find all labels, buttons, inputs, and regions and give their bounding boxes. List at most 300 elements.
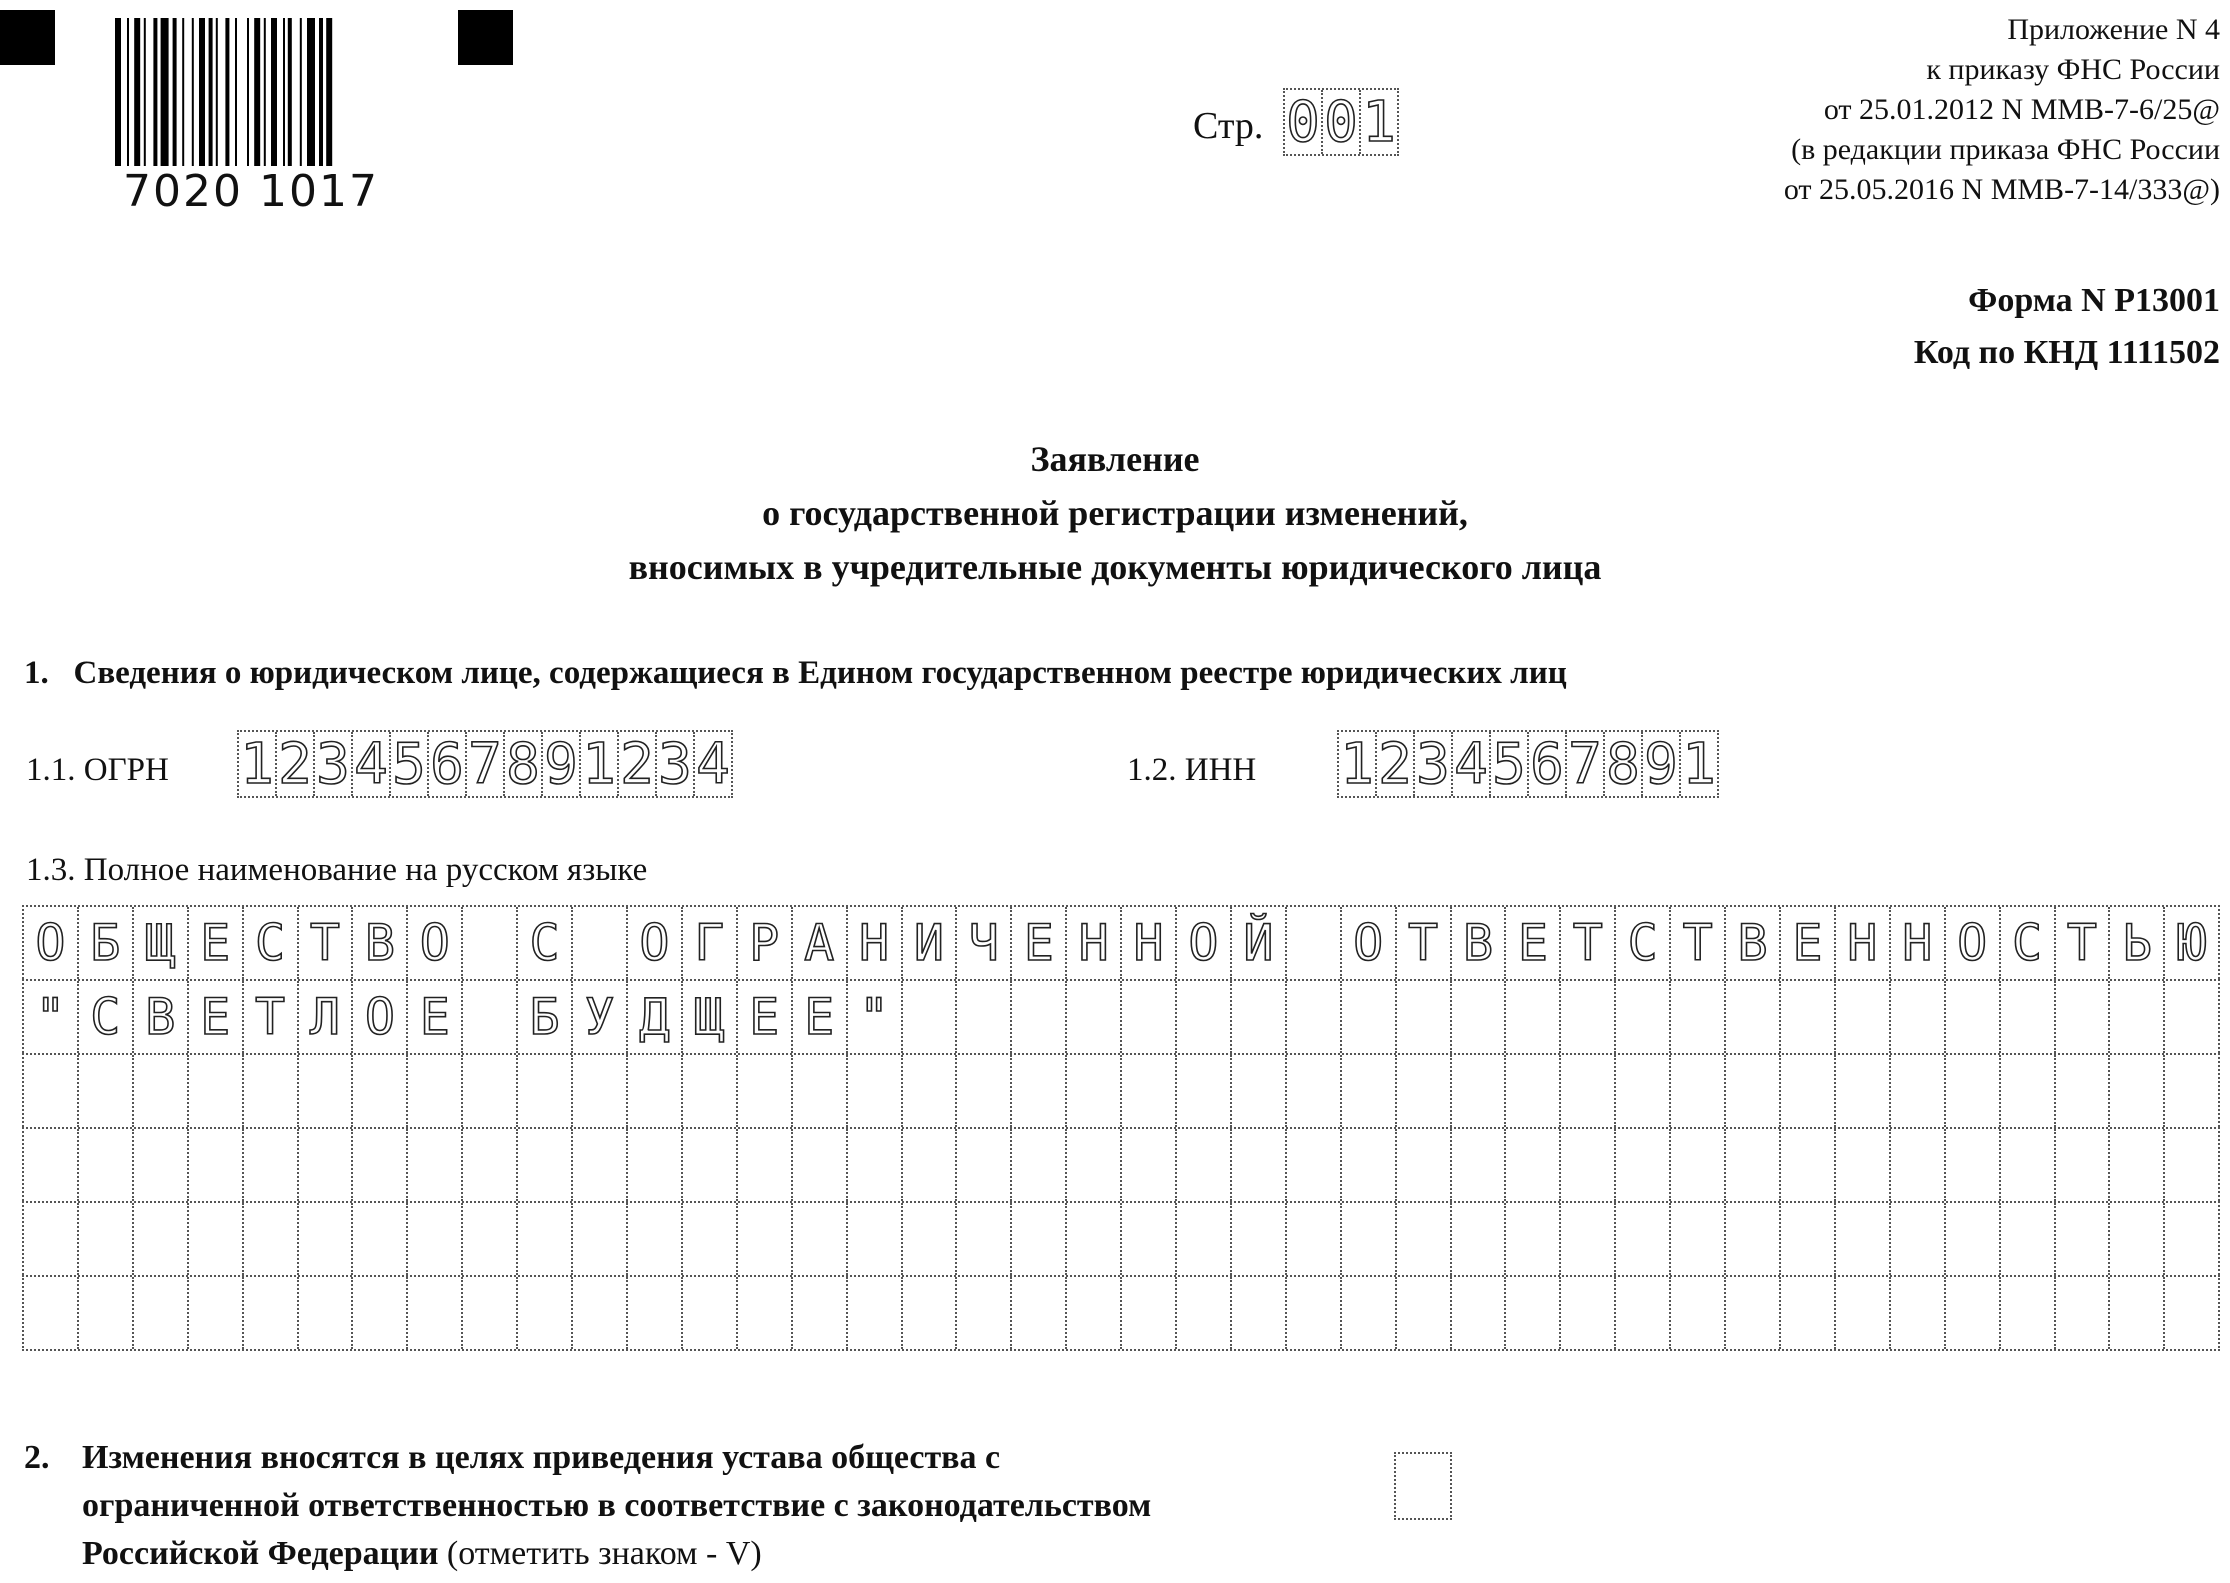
section-2-line-3-note: (отметить знаком - V): [438, 1535, 762, 1572]
name-char-cell[interactable]: [1452, 981, 1507, 1053]
title-line-1: Заявление: [1030, 439, 1200, 479]
name-char-cell[interactable]: [628, 1129, 683, 1201]
name-char-cell[interactable]: [1012, 981, 1067, 1053]
digit-cell[interactable]: 3: [315, 732, 353, 796]
name-char-cell[interactable]: [1726, 1129, 1781, 1201]
digit-cell[interactable]: 2: [1377, 732, 1415, 796]
name-char-cell[interactable]: [1012, 1129, 1067, 1201]
name-char-cell[interactable]: О: [408, 907, 463, 979]
name-char-cell[interactable]: [1452, 1203, 1507, 1275]
name-char-cell[interactable]: [1012, 1277, 1067, 1349]
name-char-cell[interactable]: [353, 1277, 408, 1349]
name-char-cell[interactable]: [793, 1277, 848, 1349]
name-char-cell[interactable]: [1177, 981, 1232, 1053]
name-char-cell[interactable]: [1177, 1203, 1232, 1275]
name-char-cell[interactable]: [408, 1055, 463, 1127]
name-char-cell[interactable]: [1836, 1055, 1891, 1127]
digit-cell[interactable]: 1: [1682, 731, 1716, 797]
digit-cell[interactable]: 0: [1285, 90, 1323, 154]
name-char-cell[interactable]: [1122, 1055, 1177, 1127]
name-char-cell[interactable]: [299, 1277, 354, 1349]
name-char-cell[interactable]: [2056, 981, 2111, 1053]
name-char-cell[interactable]: [1671, 981, 1726, 1053]
name-char-cell[interactable]: [1506, 1055, 1561, 1127]
name-char-cell[interactable]: [1177, 1277, 1232, 1349]
name-char-cell[interactable]: [463, 1203, 518, 1275]
name-char-cell[interactable]: [2001, 1203, 2056, 1275]
name-char-cell[interactable]: Е: [189, 907, 244, 979]
appendix-line: от 25.01.2012 N ММВ-7-6/25@: [1823, 93, 2220, 126]
name-char-cell[interactable]: [1891, 1277, 1946, 1349]
appendix-line: от 25.05.2016 N ММВ-7-14/333@): [1783, 173, 2220, 206]
name-char-cell[interactable]: Е: [408, 981, 463, 1053]
digit-cell[interactable]: 2: [277, 732, 315, 796]
name-char-cell[interactable]: Н: [1836, 907, 1891, 979]
name-char-cell[interactable]: [1946, 1129, 2001, 1201]
name-char-cell[interactable]: Д: [628, 981, 683, 1053]
name-char-cell[interactable]: [24, 1055, 79, 1127]
name-char-cell[interactable]: [1781, 1055, 1836, 1127]
page-label: Стр.: [1193, 105, 1264, 147]
name-char-cell[interactable]: [1891, 981, 1946, 1053]
name-char-cell[interactable]: [903, 1129, 958, 1201]
name-char-cell[interactable]: [2001, 1129, 2056, 1201]
name-char-cell[interactable]: [1067, 1055, 1122, 1127]
full-name-grid[interactable]: [22, 905, 2220, 1351]
section-2-line-3-bold: Российской Федерации: [82, 1535, 439, 1572]
title-line-2: о государственной регистрации изменений,: [762, 493, 1468, 533]
digit-cell[interactable]: 5: [391, 732, 429, 796]
name-char-cell[interactable]: У: [573, 981, 628, 1053]
digit-cell[interactable]: 7: [467, 732, 505, 796]
name-char-cell[interactable]: [1616, 1055, 1671, 1127]
name-char-cell[interactable]: [848, 1129, 903, 1201]
name-char-cell[interactable]: [1616, 1277, 1671, 1349]
name-char-cell[interactable]: [903, 1203, 958, 1275]
name-char-cell[interactable]: [738, 1129, 793, 1201]
name-char-cell[interactable]: [79, 1203, 134, 1275]
name-char-cell[interactable]: [1397, 1055, 1452, 1127]
name-char-cell[interactable]: О: [628, 907, 683, 979]
name-char-cell[interactable]: [848, 1277, 903, 1349]
name-char-cell[interactable]: [1342, 1277, 1397, 1349]
name-char-cell[interactable]: [1067, 981, 1122, 1053]
name-char-cell[interactable]: [2110, 1129, 2165, 1201]
name-char-cell[interactable]: [244, 1055, 299, 1127]
name-char-cell[interactable]: [518, 1129, 573, 1201]
name-char-cell[interactable]: [1177, 1055, 1232, 1127]
name-char-cell[interactable]: Ю: [2176, 914, 2207, 972]
name-char-cell[interactable]: [79, 1055, 134, 1127]
name-char-cell[interactable]: [1671, 1055, 1726, 1127]
name-char-cell[interactable]: Й: [1232, 907, 1287, 979]
name-char-cell[interactable]: О: [1177, 907, 1232, 979]
name-char-cell[interactable]: В: [134, 981, 189, 1053]
name-char-cell[interactable]: [353, 1055, 408, 1127]
name-char-cell[interactable]: [1122, 1129, 1177, 1201]
name-char-cell[interactable]: [793, 1055, 848, 1127]
name-char-cell[interactable]: [738, 1203, 793, 1275]
name-char-cell[interactable]: [2110, 981, 2165, 1053]
name-char-cell[interactable]: [2056, 1055, 2111, 1127]
name-char-cell[interactable]: [24, 1277, 79, 1349]
name-char-cell[interactable]: [1836, 1277, 1891, 1349]
name-char-cell[interactable]: [1287, 1129, 1342, 1201]
name-char-cell[interactable]: [244, 1277, 299, 1349]
section-2-line-1: Изменения вносятся в целях приведения устава общества с: [82, 1439, 1001, 1476]
name-char-cell[interactable]: [408, 1277, 463, 1349]
name-char-cell[interactable]: [299, 1203, 354, 1275]
section-1-heading: 1. Сведения о юридическом лице, содержащиеся в Едином государственном реестре юридических лиц: [24, 655, 1567, 691]
name-char-cell[interactable]: [903, 1055, 958, 1127]
name-grid-row[interactable]: [22, 1127, 2220, 1201]
name-char-cell[interactable]: [903, 1277, 958, 1349]
name-char-cell[interactable]: О: [353, 981, 408, 1053]
barcode: [115, 18, 405, 217]
digit-cell[interactable]: 6: [1529, 732, 1567, 796]
name-char-cell[interactable]: [463, 1277, 518, 1349]
name-char-cell[interactable]: О: [1342, 907, 1397, 979]
digit-cell[interactable]: 8: [1605, 732, 1643, 796]
digit-cell[interactable]: 2: [619, 732, 657, 796]
name-char-cell[interactable]: [518, 1055, 573, 1127]
name-grid-row[interactable]: [22, 905, 2220, 979]
name-char-cell[interactable]: [628, 1055, 683, 1127]
name-char-cell[interactable]: Щ: [683, 981, 738, 1053]
name-char-cell[interactable]: [1067, 1203, 1122, 1275]
name-char-cell[interactable]: [1122, 981, 1177, 1053]
name-char-cell[interactable]: [957, 1203, 1012, 1275]
name-char-cell[interactable]: [1232, 981, 1287, 1053]
ogrn-label: 1.1. ОГРН: [26, 752, 169, 788]
name-char-cell[interactable]: [848, 1055, 903, 1127]
digit-cell[interactable]: 3: [1415, 732, 1453, 796]
document-title: [0, 432, 2230, 594]
digit-cell[interactable]: 4: [353, 732, 391, 796]
name-char-cell[interactable]: [683, 1277, 738, 1349]
appendix-line: к приказу ФНС России: [1926, 53, 2220, 86]
name-char-cell[interactable]: [573, 1129, 628, 1201]
section-2-checkbox[interactable]: [1394, 1452, 1452, 1520]
name-char-cell[interactable]: [1781, 981, 1836, 1053]
digit-cell[interactable]: 1: [581, 732, 619, 796]
name-char-cell[interactable]: [1287, 1055, 1342, 1127]
name-char-cell[interactable]: [573, 907, 628, 979]
name-char-cell[interactable]: Н: [1067, 907, 1122, 979]
name-char-cell[interactable]: [628, 1277, 683, 1349]
name-char-cell[interactable]: [1232, 1203, 1287, 1275]
name-char-cell[interactable]: [1561, 981, 1616, 1053]
name-char-cell[interactable]: [1452, 1129, 1507, 1201]
section-2-number: 2.: [24, 1439, 50, 1476]
name-char-cell[interactable]: [1342, 1055, 1397, 1127]
name-char-cell[interactable]: Б: [79, 907, 134, 979]
name-char-cell[interactable]: Г: [683, 907, 738, 979]
name-char-cell[interactable]: [1067, 1277, 1122, 1349]
name-char-cell[interactable]: [1836, 981, 1891, 1053]
name-char-cell[interactable]: [1452, 1277, 1507, 1349]
name-char-cell[interactable]: [1561, 1055, 1616, 1127]
name-char-cell[interactable]: [244, 1129, 299, 1201]
name-char-cell[interactable]: Е: [738, 981, 793, 1053]
name-char-cell[interactable]: [1671, 1129, 1726, 1201]
appendix-line: Приложение N 4: [2007, 13, 2220, 46]
name-char-cell[interactable]: Т: [1397, 907, 1452, 979]
name-char-cell[interactable]: [134, 1129, 189, 1201]
name-char-cell[interactable]: [1616, 1203, 1671, 1275]
inn-label: 1.2. ИНН: [1127, 752, 1257, 788]
name-char-cell[interactable]: [1287, 907, 1342, 979]
name-char-cell[interactable]: [2110, 1277, 2165, 1349]
name-char-cell[interactable]: Н: [1122, 907, 1177, 979]
name-char-cell[interactable]: [79, 1277, 134, 1349]
digit-cell[interactable]: 4: [1453, 732, 1491, 796]
name-char-cell[interactable]: Т: [244, 981, 299, 1053]
name-char-cell[interactable]: [573, 1277, 628, 1349]
digit-cell[interactable]: 9: [1643, 732, 1681, 796]
name-char-cell[interactable]: [134, 1203, 189, 1275]
barcode-digits: 7020 1017: [123, 166, 379, 217]
name-grid-row[interactable]: [22, 1275, 2220, 1351]
registration-marker-right: [458, 10, 513, 65]
name-char-cell[interactable]: [738, 1277, 793, 1349]
name-char-cell[interactable]: [79, 1129, 134, 1201]
name-char-cell[interactable]: [244, 1203, 299, 1275]
name-char-cell[interactable]: Е: [189, 981, 244, 1053]
name-char-cell[interactable]: С: [244, 907, 299, 979]
name-char-cell[interactable]: [2165, 1203, 2218, 1275]
name-char-cell[interactable]: [299, 1129, 354, 1201]
name-char-cell[interactable]: О: [24, 907, 79, 979]
name-char-cell[interactable]: [1946, 981, 2001, 1053]
barcode-bars-icon: [115, 18, 405, 166]
name-char-cell[interactable]: [1946, 1277, 2001, 1349]
name-char-cell[interactable]: [1616, 1129, 1671, 1201]
name-char-cell[interactable]: [299, 1055, 354, 1127]
digit-cell[interactable]: 1: [1362, 89, 1396, 155]
name-char-cell[interactable]: [1561, 1203, 1616, 1275]
name-char-cell[interactable]: Е: [1012, 907, 1067, 979]
name-char-cell[interactable]: [1781, 1129, 1836, 1201]
name-char-cell[interactable]: [24, 1129, 79, 1201]
name-char-cell[interactable]: [1287, 1277, 1342, 1349]
name-char-cell[interactable]: [1506, 1277, 1561, 1349]
name-char-cell[interactable]: [24, 1203, 79, 1275]
name-char-cell[interactable]: [2165, 1277, 2218, 1349]
digit-cell[interactable]: 1: [239, 732, 277, 796]
name-char-cell[interactable]: [793, 1129, 848, 1201]
name-char-cell[interactable]: [848, 1203, 903, 1275]
name-char-cell[interactable]: [957, 1129, 1012, 1201]
name-char-cell[interactable]: [1671, 1277, 1726, 1349]
name-char-cell[interactable]: [134, 1277, 189, 1349]
name-char-cell[interactable]: Б: [518, 981, 573, 1053]
name-char-cell[interactable]: ": [24, 981, 79, 1053]
name-grid-row[interactable]: [22, 979, 2220, 1053]
name-char-cell[interactable]: [1342, 981, 1397, 1053]
name-char-cell[interactable]: [1946, 1203, 2001, 1275]
name-char-cell[interactable]: [1012, 1203, 1067, 1275]
name-char-cell[interactable]: [1561, 1277, 1616, 1349]
name-char-cell[interactable]: [518, 1203, 573, 1275]
name-char-cell[interactable]: [1122, 1277, 1177, 1349]
name-grid-row[interactable]: [22, 1201, 2220, 1275]
name-char-cell[interactable]: [1287, 981, 1342, 1053]
name-char-cell[interactable]: [573, 1055, 628, 1127]
name-char-cell[interactable]: [1287, 1203, 1342, 1275]
digit-cell[interactable]: 8: [505, 732, 543, 796]
name-char-cell[interactable]: [1506, 981, 1561, 1053]
name-char-cell[interactable]: Т: [1671, 907, 1726, 979]
name-char-cell[interactable]: [1397, 1203, 1452, 1275]
name-char-cell[interactable]: С: [518, 907, 573, 979]
name-char-cell[interactable]: [1232, 1055, 1287, 1127]
name-char-cell[interactable]: [2001, 1055, 2056, 1127]
form-number: Форма N Р13001: [1968, 282, 2220, 319]
name-char-cell[interactable]: [957, 1055, 1012, 1127]
digit-cell[interactable]: 1: [1339, 732, 1377, 796]
name-char-cell[interactable]: [957, 981, 1012, 1053]
name-char-cell[interactable]: Щ: [134, 907, 189, 979]
name-char-cell[interactable]: [2165, 1055, 2218, 1127]
name-char-cell[interactable]: [1561, 1129, 1616, 1201]
name-char-cell[interactable]: [1836, 1203, 1891, 1275]
name-char-cell[interactable]: [189, 1277, 244, 1349]
name-char-cell[interactable]: С: [1616, 907, 1671, 979]
digit-cell[interactable]: 9: [543, 732, 581, 796]
name-char-cell[interactable]: [2110, 1055, 2165, 1127]
name-char-cell[interactable]: [408, 1129, 463, 1201]
name-char-cell[interactable]: [683, 1055, 738, 1127]
name-char-cell[interactable]: [1726, 1277, 1781, 1349]
digit-cell[interactable]: 6: [429, 732, 467, 796]
name-char-cell[interactable]: Т: [1561, 907, 1616, 979]
name-char-cell[interactable]: [903, 981, 958, 1053]
name-char-cell[interactable]: [1671, 1203, 1726, 1275]
name-char-cell[interactable]: Р: [738, 907, 793, 979]
name-char-cell[interactable]: [463, 907, 518, 979]
name-char-cell[interactable]: [1397, 1277, 1452, 1349]
name-char-cell[interactable]: Ь: [2110, 907, 2165, 979]
name-char-cell[interactable]: [1397, 1129, 1452, 1201]
name-char-cell[interactable]: [628, 1203, 683, 1275]
name-char-cell[interactable]: [1397, 981, 1452, 1053]
name-char-cell[interactable]: [134, 1055, 189, 1127]
name-char-cell[interactable]: Л: [299, 981, 354, 1053]
name-char-cell[interactable]: [2110, 1203, 2165, 1275]
name-char-cell[interactable]: [2001, 981, 2056, 1053]
name-char-cell[interactable]: [1232, 1129, 1287, 1201]
name-char-cell[interactable]: [189, 1055, 244, 1127]
name-char-cell[interactable]: [1452, 1055, 1507, 1127]
name-char-cell[interactable]: [1946, 1055, 2001, 1127]
name-char-cell[interactable]: Е: [1506, 907, 1561, 979]
name-char-cell[interactable]: [1726, 981, 1781, 1053]
name-char-cell[interactable]: [1891, 1055, 1946, 1127]
page-number-field[interactable]: [1283, 88, 1399, 156]
name-char-cell[interactable]: [1836, 1129, 1891, 1201]
name-char-cell[interactable]: И: [903, 907, 958, 979]
name-char-cell[interactable]: [683, 1129, 738, 1201]
name-char-cell[interactable]: [189, 1129, 244, 1201]
name-char-cell[interactable]: [1726, 1055, 1781, 1127]
name-char-cell[interactable]: С: [79, 981, 134, 1053]
name-char-cell[interactable]: [2165, 981, 2218, 1053]
inn-field[interactable]: [1337, 730, 1719, 798]
name-char-cell[interactable]: В: [1452, 907, 1507, 979]
name-char-cell[interactable]: Т: [2056, 907, 2111, 979]
registration-marker-left: [0, 10, 55, 65]
name-char-cell[interactable]: [1891, 1129, 1946, 1201]
name-char-cell[interactable]: [1342, 1129, 1397, 1201]
digit-cell[interactable]: 4: [696, 731, 730, 797]
name-char-cell[interactable]: [793, 1203, 848, 1275]
name-char-cell[interactable]: О: [1946, 907, 2001, 979]
name-char-cell[interactable]: [1342, 1203, 1397, 1275]
name-grid-row[interactable]: [22, 1053, 2220, 1127]
digit-cell[interactable]: 7: [1567, 732, 1605, 796]
name-char-cell[interactable]: [1012, 1055, 1067, 1127]
name-char-cell[interactable]: [1506, 1129, 1561, 1201]
name-char-cell[interactable]: Е: [1781, 907, 1836, 979]
name-char-cell[interactable]: [518, 1277, 573, 1349]
name-char-cell[interactable]: С: [2001, 907, 2056, 979]
name-char-cell[interactable]: [1067, 1129, 1122, 1201]
name-char-cell[interactable]: [1891, 1203, 1946, 1275]
digit-cell[interactable]: 0: [1323, 90, 1361, 154]
name-char-cell[interactable]: В: [353, 907, 408, 979]
name-char-cell[interactable]: А: [793, 907, 848, 979]
name-char-cell[interactable]: Е: [793, 981, 848, 1053]
name-char-cell[interactable]: [2056, 1203, 2111, 1275]
full-name-label: 1.3. Полное наименование на русском языке: [26, 852, 648, 888]
name-char-cell[interactable]: [353, 1203, 408, 1275]
digit-cell[interactable]: 3: [657, 732, 695, 796]
name-char-cell[interactable]: [463, 981, 518, 1053]
name-char-cell[interactable]: [353, 1129, 408, 1201]
name-char-cell[interactable]: [683, 1203, 738, 1275]
name-char-cell[interactable]: [1232, 1277, 1287, 1349]
name-char-cell[interactable]: В: [1726, 907, 1781, 979]
name-char-cell[interactable]: [408, 1203, 463, 1275]
name-char-cell[interactable]: Ч: [957, 907, 1012, 979]
name-char-cell[interactable]: [189, 1203, 244, 1275]
name-char-cell[interactable]: [1781, 1277, 1836, 1349]
name-char-cell[interactable]: [1781, 1203, 1836, 1275]
name-char-cell[interactable]: [2001, 1277, 2056, 1349]
name-char-cell[interactable]: [1506, 1203, 1561, 1275]
name-char-cell[interactable]: ": [848, 981, 903, 1053]
name-char-cell[interactable]: [2056, 1129, 2111, 1201]
name-char-cell[interactable]: [1177, 1129, 1232, 1201]
name-char-cell[interactable]: [573, 1203, 628, 1275]
name-char-cell[interactable]: [1122, 1203, 1177, 1275]
ogrn-field[interactable]: [237, 730, 733, 798]
name-char-cell[interactable]: [2165, 1129, 2218, 1201]
name-char-cell[interactable]: Н: [848, 907, 903, 979]
name-char-cell[interactable]: [1726, 1203, 1781, 1275]
name-char-cell[interactable]: [957, 1277, 1012, 1349]
name-char-cell[interactable]: [463, 1129, 518, 1201]
name-char-cell[interactable]: [1616, 981, 1671, 1053]
name-char-cell[interactable]: Т: [299, 907, 354, 979]
name-char-cell[interactable]: [738, 1055, 793, 1127]
name-char-cell[interactable]: Н: [1891, 907, 1946, 979]
name-char-cell[interactable]: [2056, 1277, 2111, 1349]
digit-cell[interactable]: 5: [1491, 732, 1529, 796]
form-knd-code: Код по КНД 1111502: [1913, 334, 2220, 371]
name-char-cell[interactable]: [463, 1055, 518, 1127]
